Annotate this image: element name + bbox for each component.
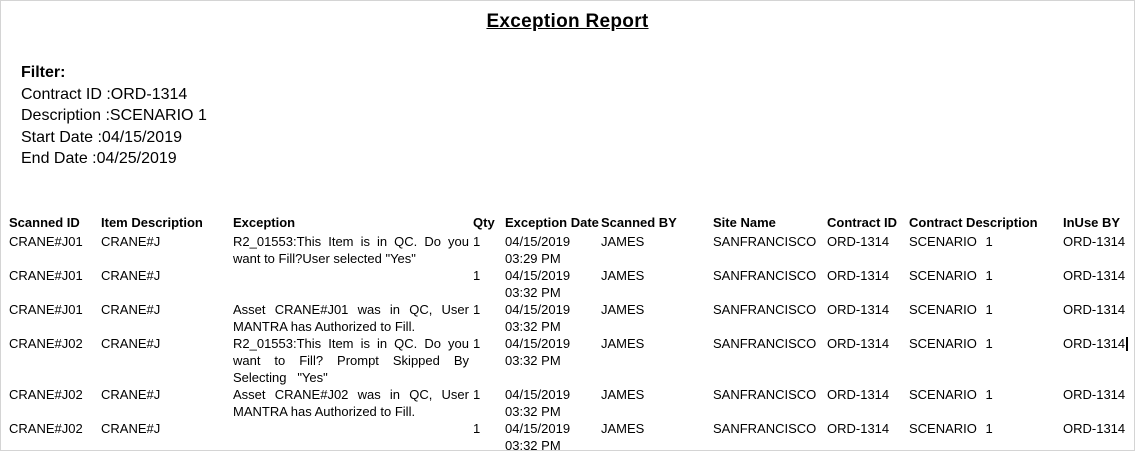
- exception-date-value: 04/15/2019: [505, 336, 571, 351]
- cell-inuse-by: [1063, 335, 1128, 352]
- cell-item-description: CRANE#J: [101, 268, 161, 283]
- cell-scanned-by: JAMES: [601, 302, 645, 317]
- inuse-by-value: ORD-1314: [1063, 234, 1126, 249]
- inuse-by-value: ORD-1314: [1063, 421, 1126, 436]
- col-header-exception-date: Exception Date: [505, 215, 599, 230]
- col-header-exception: Exception: [233, 215, 296, 230]
- filter-line-end-date: End Date :04/25/2019: [21, 150, 177, 167]
- cell-inuse-by: [1063, 301, 1128, 318]
- cell-contract-id: ORD-1314: [827, 387, 890, 402]
- cell-contract-id: ORD-1314: [827, 302, 890, 317]
- filter-section: [21, 62, 207, 170]
- cell-scanned-by: JAMES: [601, 234, 645, 249]
- col-header-contract-id: Contract ID: [827, 215, 898, 230]
- cell-item-description: CRANE#J: [101, 336, 161, 351]
- exception-time-value: 03:32 PM: [505, 438, 561, 451]
- exception-time-value: 03:32 PM: [505, 285, 561, 300]
- cell-item-description: CRANE#J: [101, 421, 161, 436]
- cell-inuse-by: [1063, 420, 1128, 437]
- cell-inuse-by: [1063, 386, 1128, 403]
- inuse-by-value: ORD-1314: [1063, 336, 1126, 351]
- exception-date-value: 04/15/2019: [505, 234, 571, 249]
- cell-exception: R2_01553:This Item is in QC. Do you want to Fill? Prompt Skipped By Selecting "Yes": [233, 336, 473, 385]
- filter-line-description: Description :SCENARIO 1: [21, 107, 207, 124]
- cell-contract-description: SCENARIO 1: [909, 268, 993, 283]
- cell-scanned-by: JAMES: [601, 387, 645, 402]
- table-body: [9, 233, 1128, 451]
- cell-contract-description: SCENARIO 1: [909, 387, 993, 402]
- cell-exception-date: [505, 301, 601, 335]
- cell-site-name: SANFRANCISCO: [713, 302, 817, 317]
- inuse-by-value: ORD-1314: [1063, 302, 1126, 317]
- cell-exception: [233, 420, 473, 437]
- cell-exception-date: [505, 420, 601, 451]
- cell-site-name: SANFRANCISCO: [713, 421, 817, 436]
- col-header-site-name: Site Name: [713, 215, 776, 230]
- cell-qty: 1: [473, 421, 481, 436]
- cell-exception: Asset CRANE#J02 was in QC, User MANTRA has Authorized to Fill.: [233, 387, 473, 419]
- cell-contract-description: SCENARIO 1: [909, 336, 993, 351]
- table-header-row: [9, 214, 1128, 231]
- cell-contract-id: ORD-1314: [827, 268, 890, 283]
- col-header-scanned-by: Scanned BY: [601, 215, 677, 230]
- table-row: [9, 267, 1128, 301]
- exception-date-value: 04/15/2019: [505, 387, 571, 402]
- col-header-item-description: Item Description: [101, 215, 203, 230]
- exception-date-value: 04/15/2019: [505, 302, 571, 317]
- page-title: Exception Report: [486, 11, 649, 32]
- cell-scanned-id: CRANE#J02: [9, 421, 83, 436]
- cell-qty: 1: [473, 234, 481, 249]
- cell-item-description: CRANE#J: [101, 302, 161, 317]
- cell-item-description: CRANE#J: [101, 234, 161, 249]
- table-row: [9, 386, 1128, 420]
- cell-contract-description: SCENARIO 1: [909, 234, 993, 249]
- cell-exception-date: [505, 335, 601, 369]
- cell-item-description: CRANE#J: [101, 387, 161, 402]
- inuse-by-value: ORD-1314: [1063, 268, 1126, 283]
- exception-time-value: 03:32 PM: [505, 404, 561, 419]
- exception-time-value: 03:32 PM: [505, 353, 561, 368]
- cell-contract-id: ORD-1314: [827, 421, 890, 436]
- cell-contract-description: SCENARIO 1: [909, 302, 993, 317]
- cell-contract-id: ORD-1314: [827, 234, 890, 249]
- table-row: [9, 301, 1128, 335]
- cell-contract-id: ORD-1314: [827, 336, 890, 351]
- cell-inuse-by: [1063, 267, 1128, 284]
- cell-inuse-by: [1063, 233, 1128, 250]
- cell-scanned-by: JAMES: [601, 421, 645, 436]
- cell-qty: 1: [473, 302, 481, 317]
- cell-scanned-by: JAMES: [601, 268, 645, 283]
- cell-exception: R2_01553:This Item is in QC. Do you want to Fill?User selected "Yes": [233, 234, 473, 266]
- text-cursor: [1126, 337, 1128, 351]
- exception-time-value: 03:29 PM: [505, 251, 561, 266]
- cell-exception-date: [505, 267, 601, 301]
- exception-date-value: 04/15/2019: [505, 268, 571, 283]
- table-row: [9, 420, 1128, 451]
- exception-date-value: 04/15/2019: [505, 421, 571, 436]
- cell-scanned-id: CRANE#J01: [9, 234, 83, 249]
- cell-scanned-id: CRANE#J01: [9, 302, 83, 317]
- cell-exception: Asset CRANE#J01 was in QC, User MANTRA has Authorized to Fill.: [233, 302, 473, 334]
- cell-qty: 1: [473, 387, 481, 402]
- cell-site-name: SANFRANCISCO: [713, 268, 817, 283]
- cell-scanned-id: CRANE#J02: [9, 336, 83, 351]
- cell-qty: 1: [473, 268, 481, 283]
- filter-line-start-date: Start Date :04/15/2019: [21, 128, 182, 146]
- cell-site-name: SANFRANCISCO: [713, 336, 817, 351]
- cell-exception-date: [505, 386, 601, 420]
- table-row: [9, 335, 1128, 386]
- cell-site-name: SANFRANCISCO: [713, 387, 817, 402]
- col-header-scanned-id: Scanned ID: [9, 215, 80, 230]
- col-header-inuse-by: InUse BY: [1063, 215, 1121, 230]
- cell-qty: 1: [473, 336, 481, 351]
- exception-table: [9, 214, 1128, 451]
- cell-scanned-by: JAMES: [601, 336, 645, 351]
- cell-contract-description: SCENARIO 1: [909, 421, 993, 436]
- cell-scanned-id: CRANE#J02: [9, 387, 83, 402]
- exception-time-value: 03:32 PM: [505, 319, 561, 334]
- cell-exception: [233, 267, 473, 284]
- table-row: [9, 233, 1128, 267]
- filter-line-contract-id: Contract ID :ORD-1314: [21, 85, 188, 103]
- cell-exception-date: [505, 233, 601, 267]
- col-header-contract-description: Contract Description: [909, 215, 1038, 230]
- filter-heading: Filter:: [21, 64, 66, 81]
- inuse-by-value: ORD-1314: [1063, 387, 1126, 402]
- cell-site-name: SANFRANCISCO: [713, 234, 817, 249]
- col-header-qty: Qty: [473, 215, 495, 230]
- cell-scanned-id: CRANE#J01: [9, 268, 83, 283]
